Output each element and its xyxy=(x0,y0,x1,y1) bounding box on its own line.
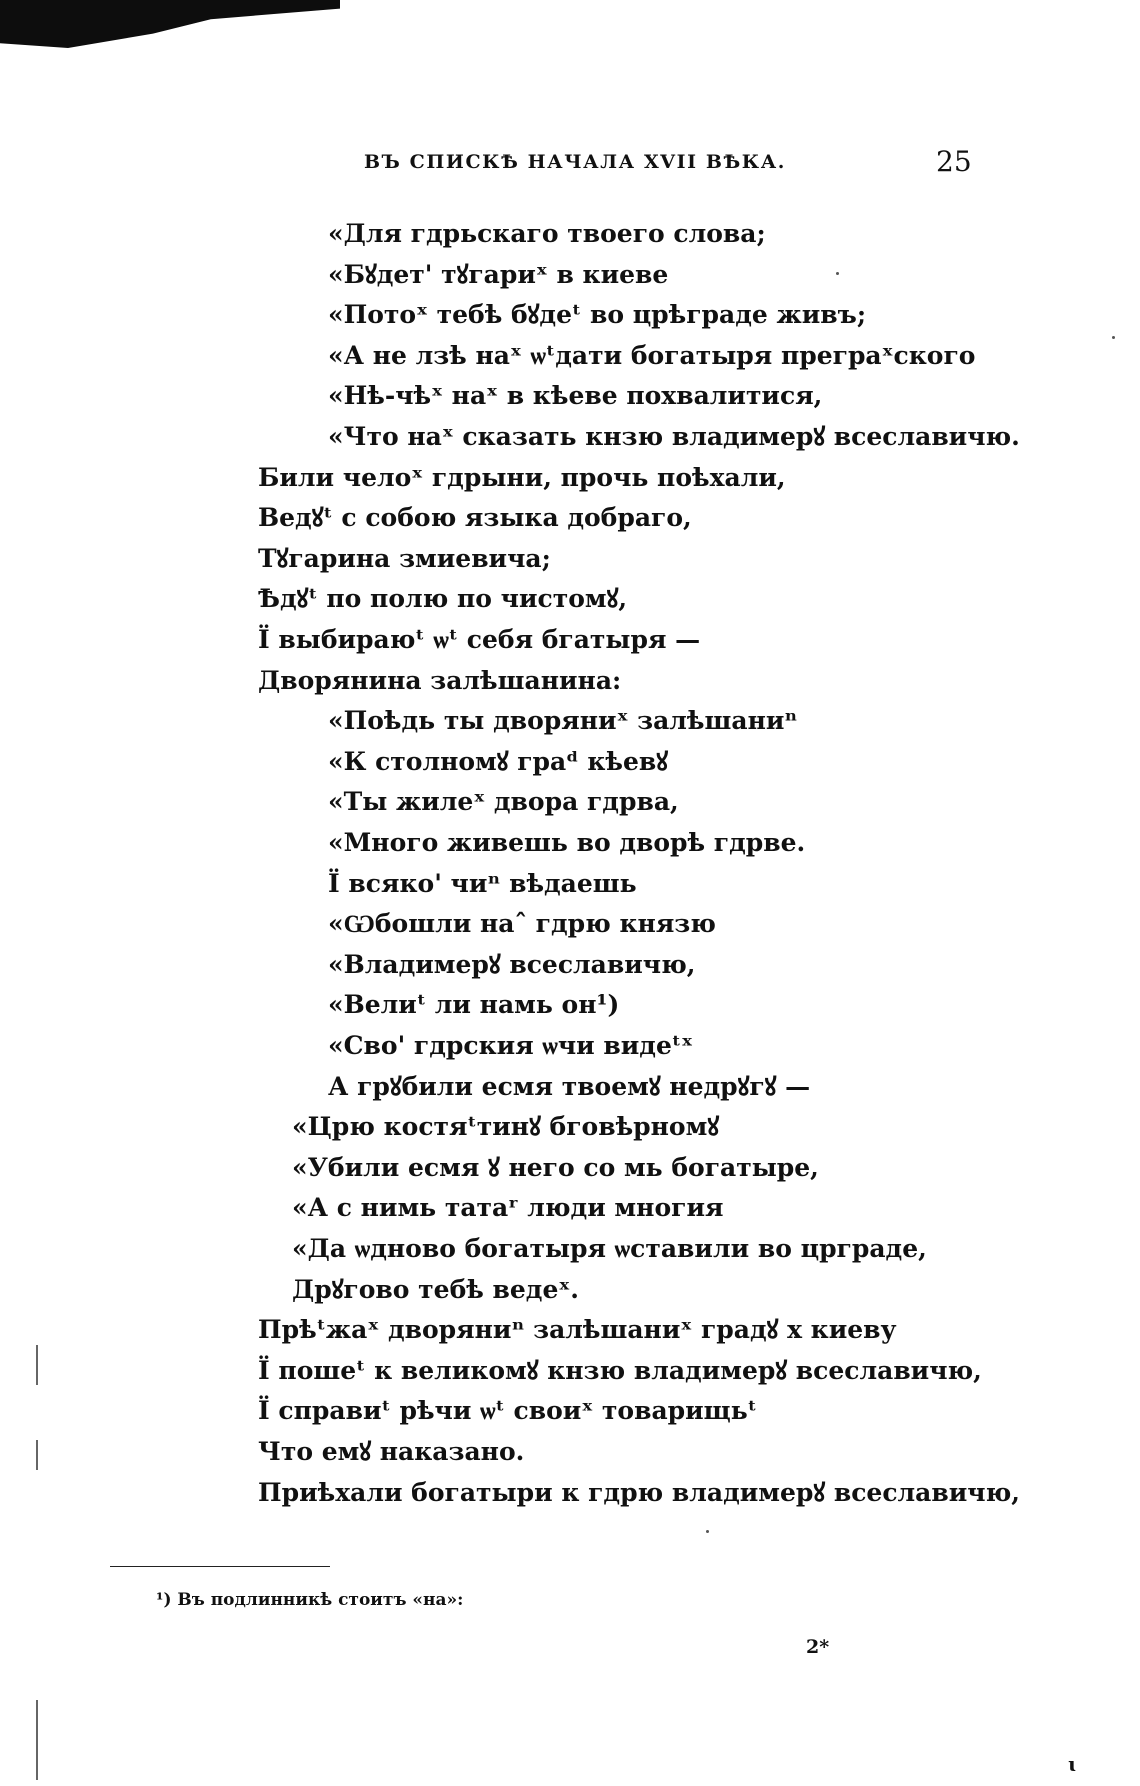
verse-line: «Поѣдь ты дворяниˣ залѣшаниⁿ xyxy=(328,706,798,736)
scan-speck xyxy=(706,1530,709,1533)
scan-edge-mark xyxy=(36,1700,38,1780)
verse-line: Приѣхали богатыри к гдрю владимерꙋ всеславичю, xyxy=(258,1477,1020,1507)
verse-line: Ї выбираюᵗ ѡᵗ себя бгатыря — xyxy=(258,625,701,654)
verse-line: Били челоˣ гдрыни, прочь поѣхали, xyxy=(258,462,786,492)
verse-line: Прѣᵗжаˣ дворяниⁿ залѣшаниˣ градꙋ х киеву xyxy=(258,1315,897,1345)
verse-line: «Ты жилеˣ двора гдрва, xyxy=(328,787,679,817)
verse-line: А грꙋбили есмя твоемꙋ недрꙋгꙋ — xyxy=(328,1071,811,1101)
footnote: ¹) Въ подлинникѣ стоитъ «на»: xyxy=(156,1590,464,1610)
verse-line: «А не лзѣ наˣ ѡᵗдати богатыря преграˣского xyxy=(328,340,976,370)
scan-speck xyxy=(1112,336,1115,339)
page-number: 25 xyxy=(936,145,972,178)
verse-line: Дрꙋгово тебѣ ведеˣ. xyxy=(292,1274,579,1304)
verse-line: «Убили есмя ꙋ него со мь богатыре, xyxy=(292,1152,819,1182)
verse-line: «Бꙋдет' тꙋгариˣ в киеве xyxy=(328,259,669,289)
verse-line: «Что наˣ сказать кнзю владимерꙋ всеславичю. xyxy=(328,422,1020,451)
verse-line: Ї всяко' чиⁿ вѣдаешь xyxy=(328,868,637,898)
verse-line: Что емꙋ наказано. xyxy=(258,1437,525,1466)
scan-artifact xyxy=(0,0,340,48)
verse-line: «К столномꙋ граᵈ кѣевꙋ xyxy=(328,746,668,776)
verse-line: «Владимерꙋ всеславичю, xyxy=(328,949,696,979)
verse-line: Ѣдꙋᵗ по полю по чистомꙋ, xyxy=(258,584,628,614)
verse-line: Дворянина залѣшанина: xyxy=(258,665,622,695)
running-title: ВЪ СПИСКѢ НАЧАЛА XVII ВѢКА. xyxy=(364,151,786,173)
verse-line: «Сво' гдрския ѡчи видеᵗˣ xyxy=(328,1031,694,1060)
verse-line: «Велиᵗ ли намь он¹) xyxy=(328,990,620,1020)
verse-line: «Нѣ-чѣˣ наˣ в кѣеве похвалитися, xyxy=(328,381,823,411)
verse-line: «Црю костяᵗтинꙋ бговѣрномꙋ xyxy=(292,1112,720,1142)
verse-line: «А с нимь татаʳ люди многия xyxy=(292,1193,724,1223)
verse-line: «Для гдрьскаго твоего слова; xyxy=(328,219,766,248)
verse-line: «Потоˣ тебѣ бꙋдеᵗ во црѣграде живъ; xyxy=(328,300,867,330)
scan-corner-mark: ɩ xyxy=(1068,1752,1076,1776)
page-header xyxy=(0,145,1140,185)
footnote-rule xyxy=(110,1566,330,1567)
verse-line: Ї пошеᵗ к великомꙋ кнзю владимерꙋ всеславичю, xyxy=(258,1355,982,1385)
scan-speck xyxy=(836,272,839,275)
verse-line: «Ѡбошли наˆ гдрю князю xyxy=(328,909,716,939)
verse-line: «Много живешь во дворѣ гдрве. xyxy=(328,828,806,857)
verse-line: «Да ѡдново богатыря ѡставили во црграде, xyxy=(292,1234,927,1263)
verse-line: Ведꙋᵗ с собою языка добраго, xyxy=(258,503,692,533)
signature-mark: 2* xyxy=(806,1636,830,1658)
scan-edge-mark xyxy=(36,1345,38,1385)
verse-line: Тꙋгарина змиевича; xyxy=(258,543,551,573)
scan-edge-mark xyxy=(36,1440,38,1470)
verse-line: Ї справиᵗ рѣчи ѡᵗ своиˣ товарищьᵗ xyxy=(258,1396,757,1426)
